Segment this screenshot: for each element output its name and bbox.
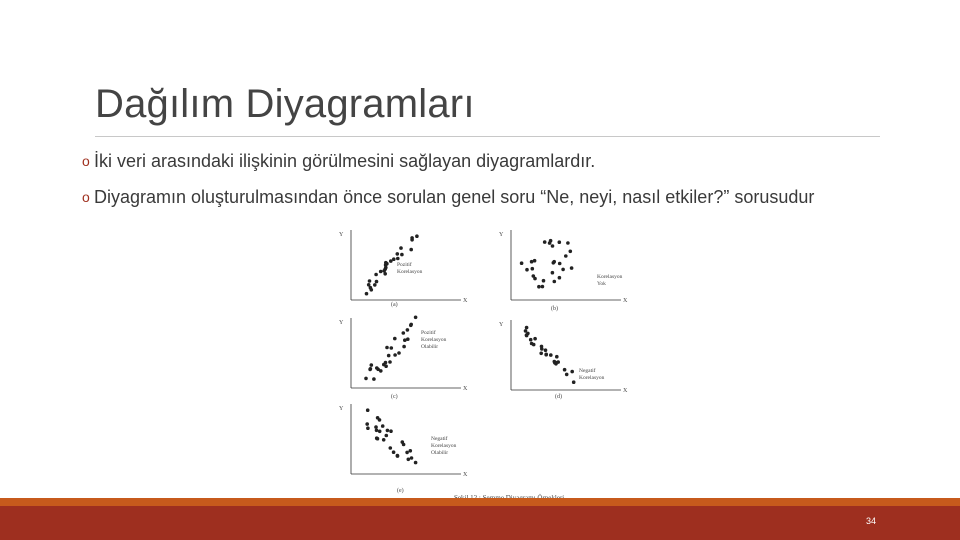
scatter-point	[406, 337, 410, 341]
scatter-point	[414, 461, 418, 465]
scatter-point	[563, 368, 567, 372]
scatter-point	[369, 286, 373, 290]
scatter-point	[379, 270, 383, 274]
scatter-point	[570, 266, 574, 270]
bullet-marker: o	[82, 153, 90, 169]
panel-annotation: Negatif	[431, 436, 448, 442]
scatter-point	[364, 377, 368, 381]
scatter-point	[389, 446, 393, 450]
scatter-point	[551, 244, 555, 248]
scatter-point	[375, 436, 379, 440]
scatter-point	[366, 426, 370, 430]
bullet-item	[84, 186, 904, 208]
scatter-diagram-figure	[329, 222, 631, 508]
scatter-point	[553, 360, 557, 364]
panel-annotation: Korelasyon	[579, 375, 605, 381]
scatter-point	[376, 416, 380, 420]
scatter-point	[569, 250, 573, 254]
scatter-point	[530, 342, 534, 346]
footer-bar	[0, 506, 960, 540]
scatter-point	[389, 429, 393, 433]
scatter-point	[393, 337, 397, 341]
scatter-point	[400, 253, 404, 257]
scatter-point	[396, 257, 400, 261]
scatter-point	[561, 268, 565, 272]
scatter-point	[537, 285, 541, 289]
x-axis-label: X	[463, 386, 468, 392]
scatter-point	[397, 351, 401, 355]
scatter-point	[384, 261, 388, 265]
scatter-point	[385, 434, 389, 438]
x-axis-label: X	[623, 388, 628, 394]
scatter-point	[566, 241, 570, 245]
scatter-point	[530, 260, 534, 264]
scatter-point	[549, 353, 553, 357]
scatter-point	[543, 240, 547, 244]
scatter-point	[393, 353, 397, 357]
scatter-point	[539, 352, 543, 356]
scatter-point	[402, 443, 406, 447]
scatter-point	[570, 370, 574, 374]
scatter-point	[541, 285, 545, 289]
scatter-point	[381, 424, 385, 428]
scatter-point	[407, 458, 411, 462]
scatter-point	[406, 328, 410, 332]
scatter-point	[375, 429, 379, 433]
scatter-point	[553, 280, 557, 284]
x-axis-label: X	[463, 472, 468, 478]
page-number: 34	[865, 516, 876, 526]
y-axis-label: Y	[339, 320, 344, 326]
scatter-point	[525, 326, 529, 330]
scatter-point	[387, 354, 391, 358]
scatter-point	[392, 257, 396, 261]
scatter-point	[558, 276, 562, 280]
scatter-diagram-image	[329, 222, 631, 508]
scatter-point	[378, 430, 382, 434]
scatter-point	[396, 252, 400, 256]
scatter-panel-c	[339, 316, 468, 401]
scatter-point	[555, 355, 559, 359]
scatter-panel-d	[499, 320, 628, 400]
scatter-point	[382, 438, 386, 442]
scatter-point	[552, 260, 556, 264]
scatter-point	[368, 279, 372, 283]
scatter-point	[383, 272, 387, 276]
panel-label: (b)	[551, 306, 558, 312]
scatter-point	[572, 380, 576, 384]
scatter-point	[564, 254, 568, 258]
scatter-point	[373, 283, 377, 287]
scatter-panel-b	[499, 230, 628, 312]
scatter-point	[544, 353, 548, 357]
scatter-point	[410, 238, 414, 242]
scatter-point	[376, 368, 380, 372]
scatter-point	[531, 267, 535, 271]
panel-label: (d)	[555, 394, 562, 400]
footer-accent-stripe	[0, 498, 960, 506]
panel-annotation: Pozitif	[421, 330, 436, 336]
scatter-panel-a	[339, 230, 468, 308]
scatter-point	[409, 248, 413, 252]
scatter-point	[402, 345, 406, 349]
x-axis-label: X	[623, 298, 628, 304]
scatter-point	[374, 273, 378, 277]
scatter-point	[375, 280, 379, 284]
scatter-point	[405, 451, 409, 455]
scatter-point	[386, 429, 390, 433]
panel-label: (c)	[391, 394, 398, 400]
scatter-point	[410, 456, 414, 460]
scatter-point	[402, 331, 406, 335]
scatter-point	[524, 329, 528, 333]
bullet-list	[84, 150, 904, 222]
bullet-marker: o	[82, 189, 90, 205]
scatter-point	[365, 422, 369, 426]
scatter-point	[544, 348, 548, 352]
scatter-point	[384, 364, 388, 368]
panel-annotation: Korelasyon	[597, 274, 623, 280]
scatter-point	[388, 360, 392, 364]
scatter-point	[372, 377, 376, 381]
scatter-point	[384, 361, 388, 365]
title-divider	[95, 136, 880, 137]
slide-title: Dağılım Diyagramları	[95, 82, 475, 126]
scatter-point	[558, 240, 562, 244]
scatter-point	[390, 346, 394, 350]
scatter-point	[366, 408, 370, 412]
panel-annotation: Korelasyon	[431, 443, 457, 449]
scatter-point	[392, 450, 396, 454]
scatter-point	[565, 373, 569, 377]
scatter-point	[533, 337, 537, 341]
panel-annotation: Olabilir	[421, 344, 439, 350]
y-axis-label: Y	[499, 232, 504, 238]
scatter-point	[540, 345, 544, 349]
panel-label: (a)	[391, 302, 398, 308]
scatter-point	[389, 259, 393, 263]
scatter-point	[374, 425, 378, 429]
panel-annotation: Yok	[597, 281, 606, 287]
bullet-text: İki veri arasındaki ilişkinin görülmesini sağlayan diyagramlardır.	[94, 151, 596, 171]
panel-annotation: Negatif	[579, 368, 596, 374]
bullet-item	[84, 150, 904, 172]
panel-label: (e)	[397, 488, 404, 494]
panel-annotation: Korelasyon	[421, 337, 447, 343]
scatter-point	[542, 279, 546, 283]
scatter-point	[369, 367, 373, 371]
scatter-point	[414, 316, 418, 320]
scatter-point	[525, 268, 529, 272]
scatter-point	[396, 454, 400, 458]
scatter-point	[399, 246, 403, 250]
panel-annotation: Olabilir	[431, 450, 449, 456]
scatter-point	[556, 360, 560, 364]
scatter-panel-e	[339, 404, 468, 494]
y-axis-label: Y	[499, 322, 504, 328]
scatter-point	[529, 338, 533, 342]
scatter-point	[520, 261, 524, 265]
scatter-point	[409, 449, 413, 453]
scatter-point	[533, 277, 537, 281]
x-axis-label: X	[463, 298, 468, 304]
scatter-point	[548, 241, 552, 245]
panel-annotation: Pozitif	[397, 262, 412, 268]
scatter-point	[409, 324, 413, 328]
scatter-point	[385, 346, 389, 350]
y-axis-label: Y	[339, 406, 344, 412]
scatter-point	[384, 266, 388, 270]
scatter-point	[370, 363, 374, 367]
y-axis-label: Y	[339, 232, 344, 238]
scatter-point	[365, 292, 369, 296]
panel-annotation: Korelasyon	[397, 269, 423, 275]
scatter-point	[551, 271, 555, 275]
bullet-text: Diyagramın oluşturulmasından önce sorulan genel soru “Ne, neyi, nasıl etkiler?” sorusudur	[94, 187, 815, 207]
scatter-point	[415, 234, 419, 238]
scatter-point	[525, 333, 529, 337]
scatter-point	[558, 262, 562, 266]
